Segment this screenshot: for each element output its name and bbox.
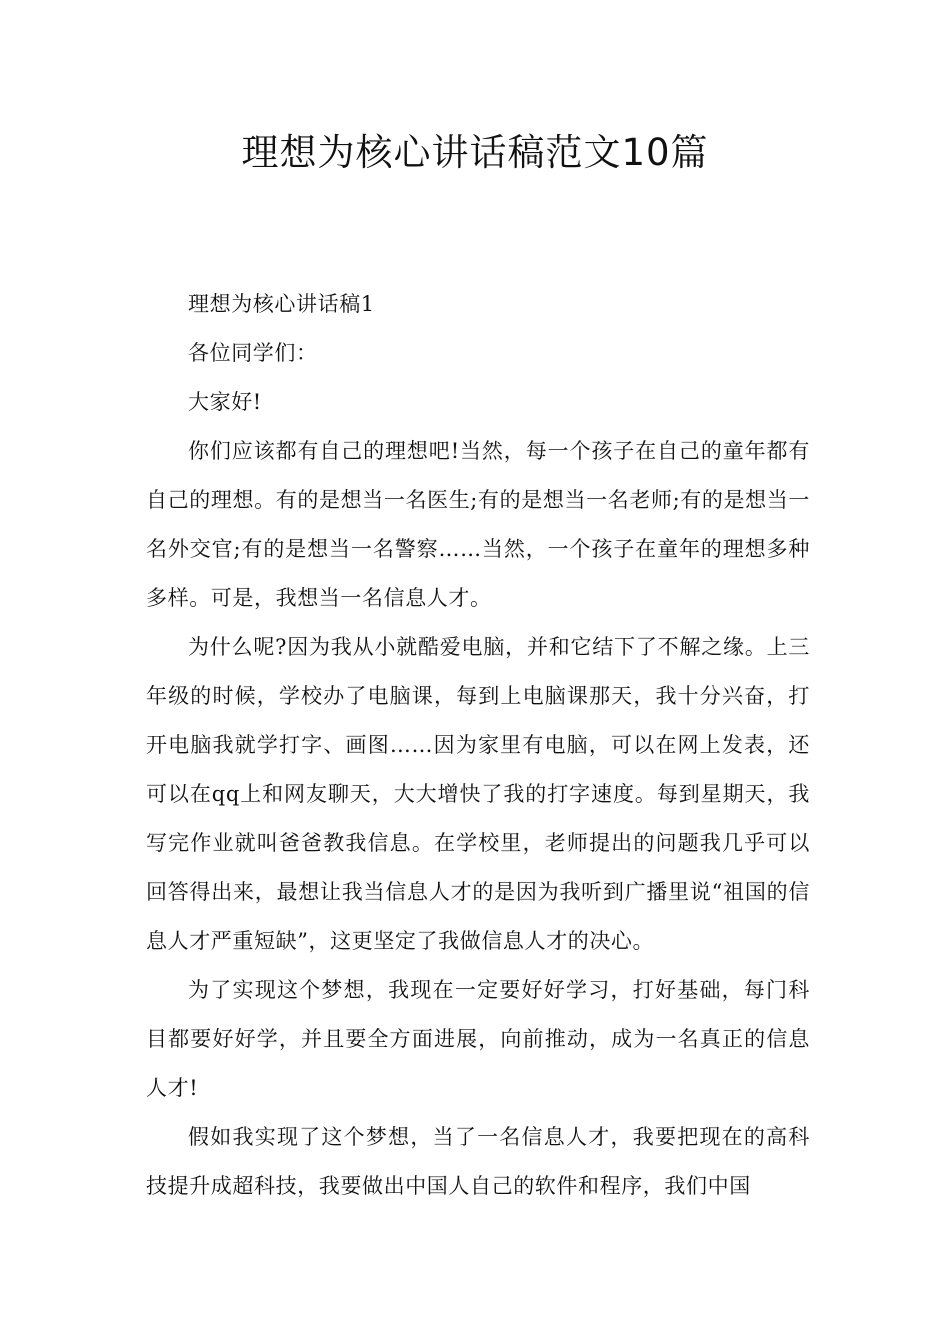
salutation: 各位同学们： xyxy=(188,341,318,365)
greeting: 大家好! xyxy=(188,390,262,414)
speech-heading: 理想为核心讲话稿1 xyxy=(188,292,375,316)
body-paragraph: 假如我实现了这个梦想，当了一名信息人才，我要把现在的高科技提升成超科技，我要做出中国人自己的软件和程序，我们中国 xyxy=(146,1125,810,1198)
document-title: 理想为核心讲话稿范文10篇 xyxy=(241,131,709,174)
body-paragraph: 你们应该都有自己的理想吧!当然，每一个孩子在自己的童年都有自己的理想。有的是想当一名医生;有的是想当一名老师;有的是想当一名外交官;有的是想当一名警察……当然，一个孩子在童年的理想多种多样。可是，我想当一名信息人才。 xyxy=(146,439,810,610)
body-paragraph: 为了实现这个梦想，我现在一定要好好学习，打好基础，每门科目都要好好学，并且要全方面进展，向前推动，成为一名真正的信息人才! xyxy=(146,978,810,1100)
body-paragraph: 为什么呢?因为我从小就酷爱电脑，并和它结下了不解之缘。上三年级的时候，学校办了电脑课，每到上电脑课那天，我十分兴奋，打开电脑我就学打字、画图……因为家里有电脑，可以在网上发表，还可以在qq上和网友聊天，大大增快了我的打字速度。每到星期天，我写完作业就叫爸爸教我信息。在学校里，老师提出的问题我几乎可以回答得出来，最想让我当信息人才的是因为我听到广播里说“祖国的信息人才严重短缺”，这更坚定了我做信息人才的决心。 xyxy=(146,635,810,953)
document-body xyxy=(146,280,810,1211)
